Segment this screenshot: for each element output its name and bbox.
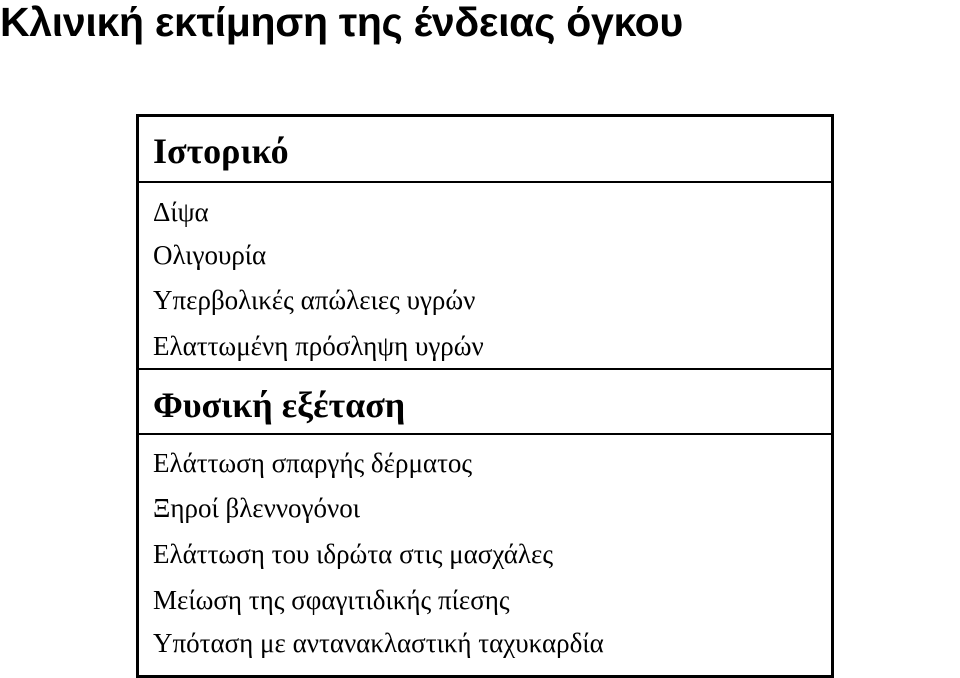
section-divider: [139, 433, 831, 435]
list-item: Δίψα: [153, 197, 209, 227]
list-item: Ελάττωση σπαργής δέρματος: [153, 448, 473, 478]
slide-title: Κλινική εκτίμηση της ένδειας όγκου: [0, 0, 683, 45]
section-heading-history: Ιστορικό: [153, 131, 289, 171]
list-item: Ελάττωση του ιδρώτα στις μασχάλες: [153, 539, 554, 569]
list-item: Ξηροί βλεννογόνοι: [153, 493, 360, 523]
section-heading-physical-exam: Φυσική εξέταση: [153, 385, 406, 425]
list-item: Ολιγουρία: [153, 240, 267, 270]
section-divider: [139, 181, 831, 183]
assessment-table: [136, 114, 834, 678]
section-divider: [139, 368, 831, 370]
list-item: Μείωση της σφαγιτιδικής πίεσης: [153, 585, 510, 615]
list-item: Ελαττωμένη πρόσληψη υγρών: [153, 331, 484, 361]
list-item: Υπόταση με αντανακλαστική ταχυκαρδία: [153, 628, 604, 658]
list-item: Υπερβολικές απώλειες υγρών: [153, 285, 476, 315]
